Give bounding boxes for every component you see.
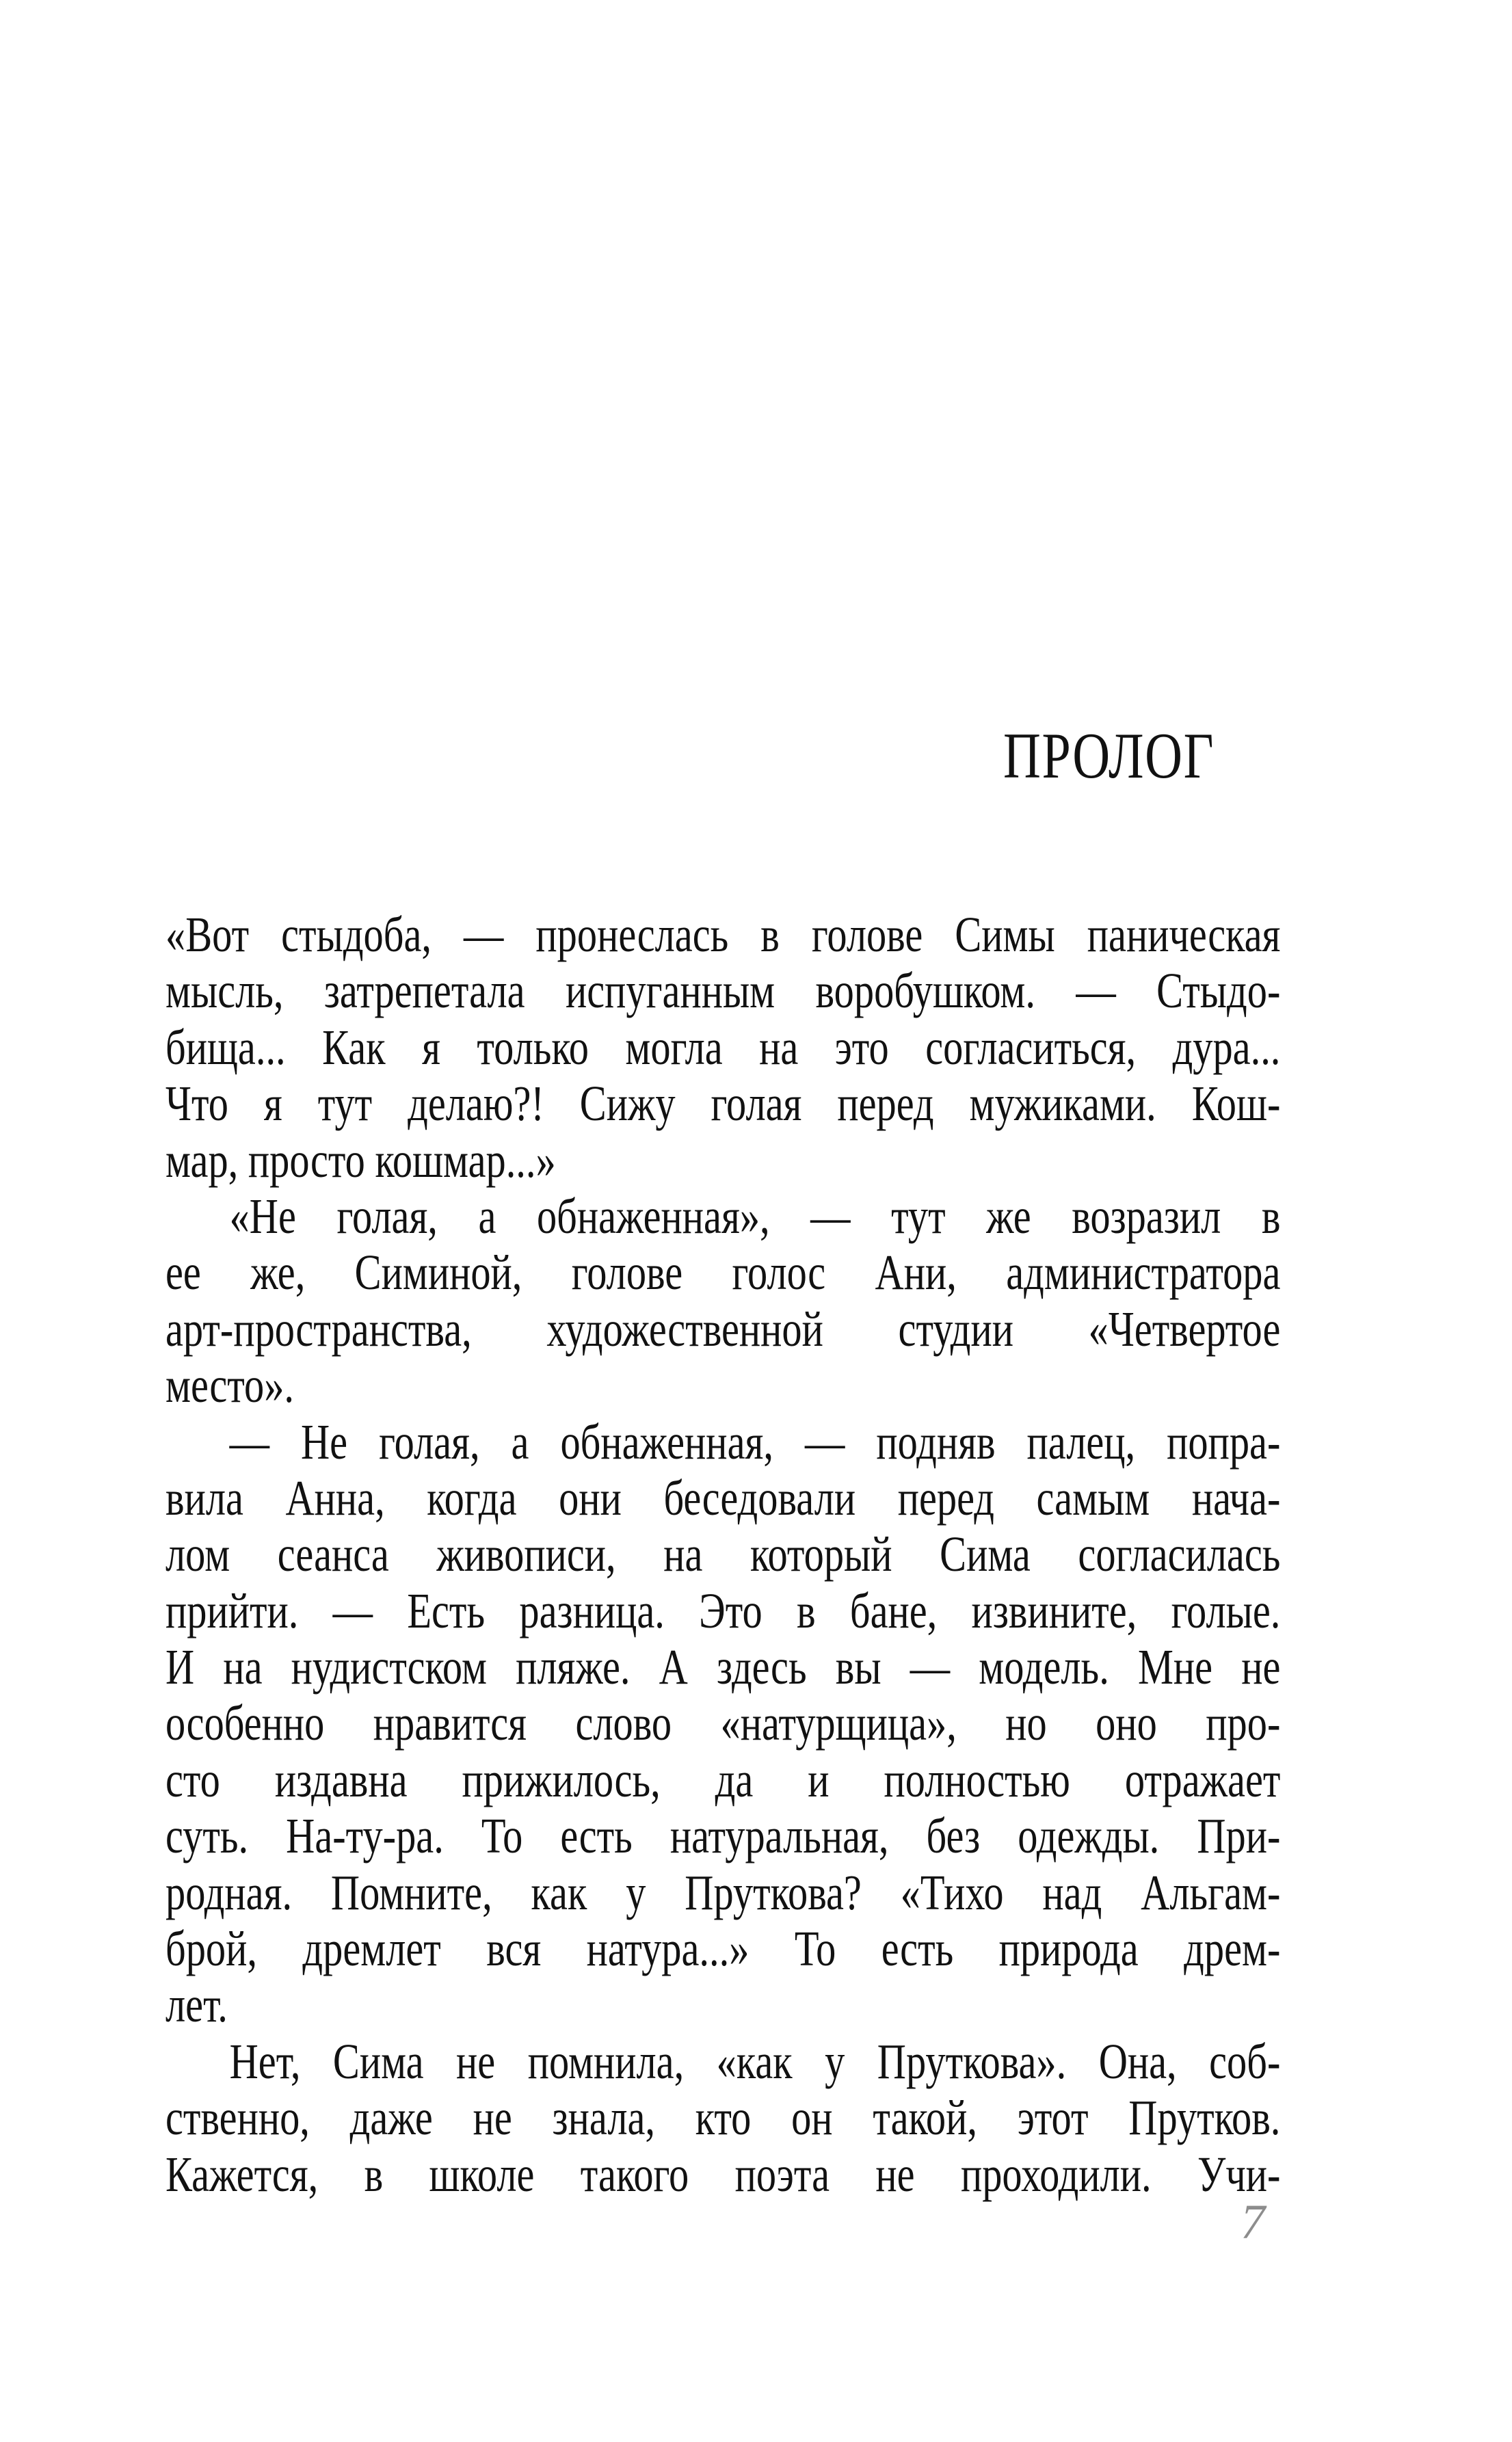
text-line: суть. На-ту-ра. То есть натуральная, без одежды. При-	[165, 1808, 1281, 1864]
paragraph	[165, 1414, 1280, 2034]
text-line: И на нудистском пляже. А здесь вы — модель. Мне не	[165, 1639, 1281, 1695]
text-line: бища... Как я только могла на это согласиться, дура...	[165, 1019, 1281, 1075]
text-line: мар, просто кошмар...»	[165, 1132, 556, 1188]
text-line: мысль, затрепетала испуганным воробушком. — Стыдо-	[165, 963, 1281, 1019]
text-block	[165, 907, 1280, 2203]
text-line: Нет, Сима не помнила, «как у Пруткова». Она, соб-	[229, 2033, 1281, 2089]
text-line: вила Анна, когда они беседовали перед самым нача-	[165, 1470, 1281, 1526]
text-line: сто издавна прижилось, да и полностью отражает	[165, 1751, 1281, 1807]
text-line: «Вот стыдоба, — пронеслась в голове Симы паническая	[165, 907, 1281, 962]
text-line: лом сеанса живописи, на который Сима согласилась	[165, 1526, 1281, 1582]
page-number: 7	[1241, 2194, 1265, 2249]
text-line: «Не голая, а обнаженная», — тут же возразил в	[229, 1188, 1281, 1244]
paragraph	[165, 1189, 1280, 1414]
text-line: брой, дремлет вся натура...» То есть природа дрем-	[165, 1921, 1281, 1977]
text-line: Кажется, в школе такого поэта не проходили. Учи-	[165, 2146, 1281, 2202]
text-line: ее же, Симиной, голове голос Ани, администратора	[165, 1245, 1281, 1301]
text-line: прийти. — Есть разница. Это в бане, извините, голые.	[165, 1582, 1281, 1638]
paragraph	[165, 2034, 1280, 2203]
text-line: — Не голая, а обнаженная, — подняв палец, попра-	[229, 1414, 1281, 1470]
text-line: особенно нравится слово «натурщица», но оно про-	[165, 1695, 1281, 1751]
paragraph	[165, 907, 1280, 1189]
text-line: место».	[165, 1357, 295, 1414]
text-line: родная. Помните, как у Пруткова? «Тихо над Альгам-	[165, 1864, 1281, 1920]
text-line: лет.	[165, 1977, 228, 2033]
text-line: Что я тут делаю?! Сижу голая перед мужиками. Кош-	[165, 1076, 1281, 1132]
text-line: арт-пространства, художественной студии «Четвертое	[165, 1301, 1281, 1357]
text-line: ственно, даже не знала, кто он такой, этот Прутков.	[165, 2090, 1281, 2146]
chapter-heading: ПРОЛОГ	[1003, 719, 1215, 792]
